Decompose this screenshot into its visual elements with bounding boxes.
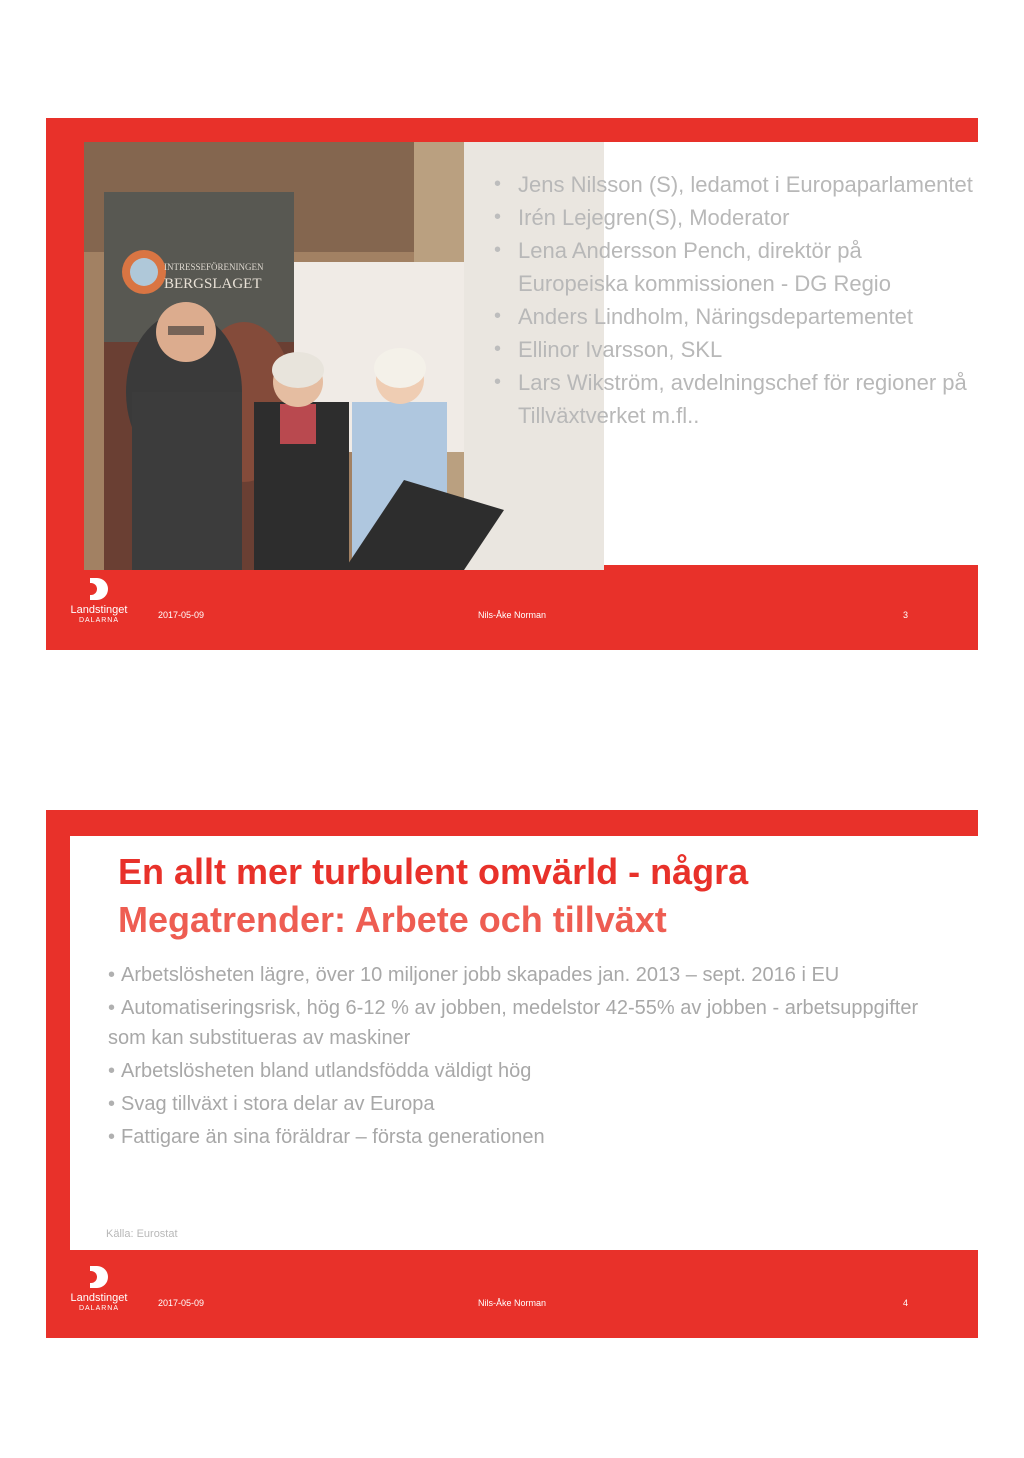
- footer-date: 2017-05-09: [158, 610, 205, 620]
- list-item: • Lena Andersson Pench, direktör på Europeiska kommissionen - DG Regio: [494, 234, 974, 300]
- title-line-2: Megatrender: Arbete och tillväxt: [118, 899, 667, 940]
- slide-footer: [46, 1254, 978, 1338]
- title-line-1: En allt mer turbulent omvärld - några: [118, 851, 749, 892]
- list-item: • Irén Lejegren(S), Moderator: [494, 201, 974, 234]
- logo-sub: DALARNA: [78, 1305, 120, 1312]
- slide-footer: [46, 566, 978, 650]
- list-item: • Anders Lindholm, Näringsdepartementet: [494, 300, 974, 333]
- logo-mark-icon: [90, 1266, 108, 1288]
- footer-date: 2017-05-09: [158, 1298, 205, 1308]
- logo-name: Landstinget: [70, 604, 128, 616]
- slide-title: [118, 848, 938, 944]
- logo-name: Landstinget: [70, 1292, 128, 1304]
- logo-mark-icon: [90, 578, 108, 600]
- list-item: • Automatiseringsrisk, hög 6-12 % av jobben, medelstor 42-55% av jobben - arbetsuppgifter som kan substitueras av maskiner: [108, 993, 928, 1053]
- list-item: • Svag tillväxt i stora delar av Europa: [108, 1089, 928, 1119]
- source-note: Källa: Eurostat: [106, 1228, 178, 1240]
- list-item: • Lars Wikström, avdelningschef för regioner på Tillväxtverket m.fl..: [494, 366, 974, 432]
- slide-3: [46, 118, 978, 650]
- list-item: • Ellinor Ivarsson, SKL: [494, 333, 974, 366]
- footer-author: Nils-Åke Norman: [477, 1298, 546, 1308]
- banner-line-1: INTRESSEFÖRENINGEN: [164, 262, 264, 272]
- banner-line-2: BERGSLAGET: [164, 276, 262, 292]
- logo-sub: DALARNA: [78, 617, 120, 624]
- slide-number: 3: [902, 610, 908, 620]
- list-item: • Arbetslösheten lägre, över 10 miljoner jobb skapades jan. 2013 – sept. 2016 i EU: [108, 960, 928, 990]
- speaker-list: [494, 168, 974, 432]
- footer-author: Nils-Åke Norman: [477, 610, 546, 620]
- trend-list: [108, 960, 928, 1155]
- slide-number: 4: [902, 1298, 908, 1308]
- list-item: • Fattigare än sina föräldrar – första generationen: [108, 1122, 928, 1152]
- list-item: • Jens Nilsson (S), ledamot i Europaparlamentet: [494, 168, 974, 201]
- list-item: • Arbetslösheten bland utlandsfödda väldigt hög: [108, 1056, 928, 1086]
- slide-4: [46, 810, 978, 1338]
